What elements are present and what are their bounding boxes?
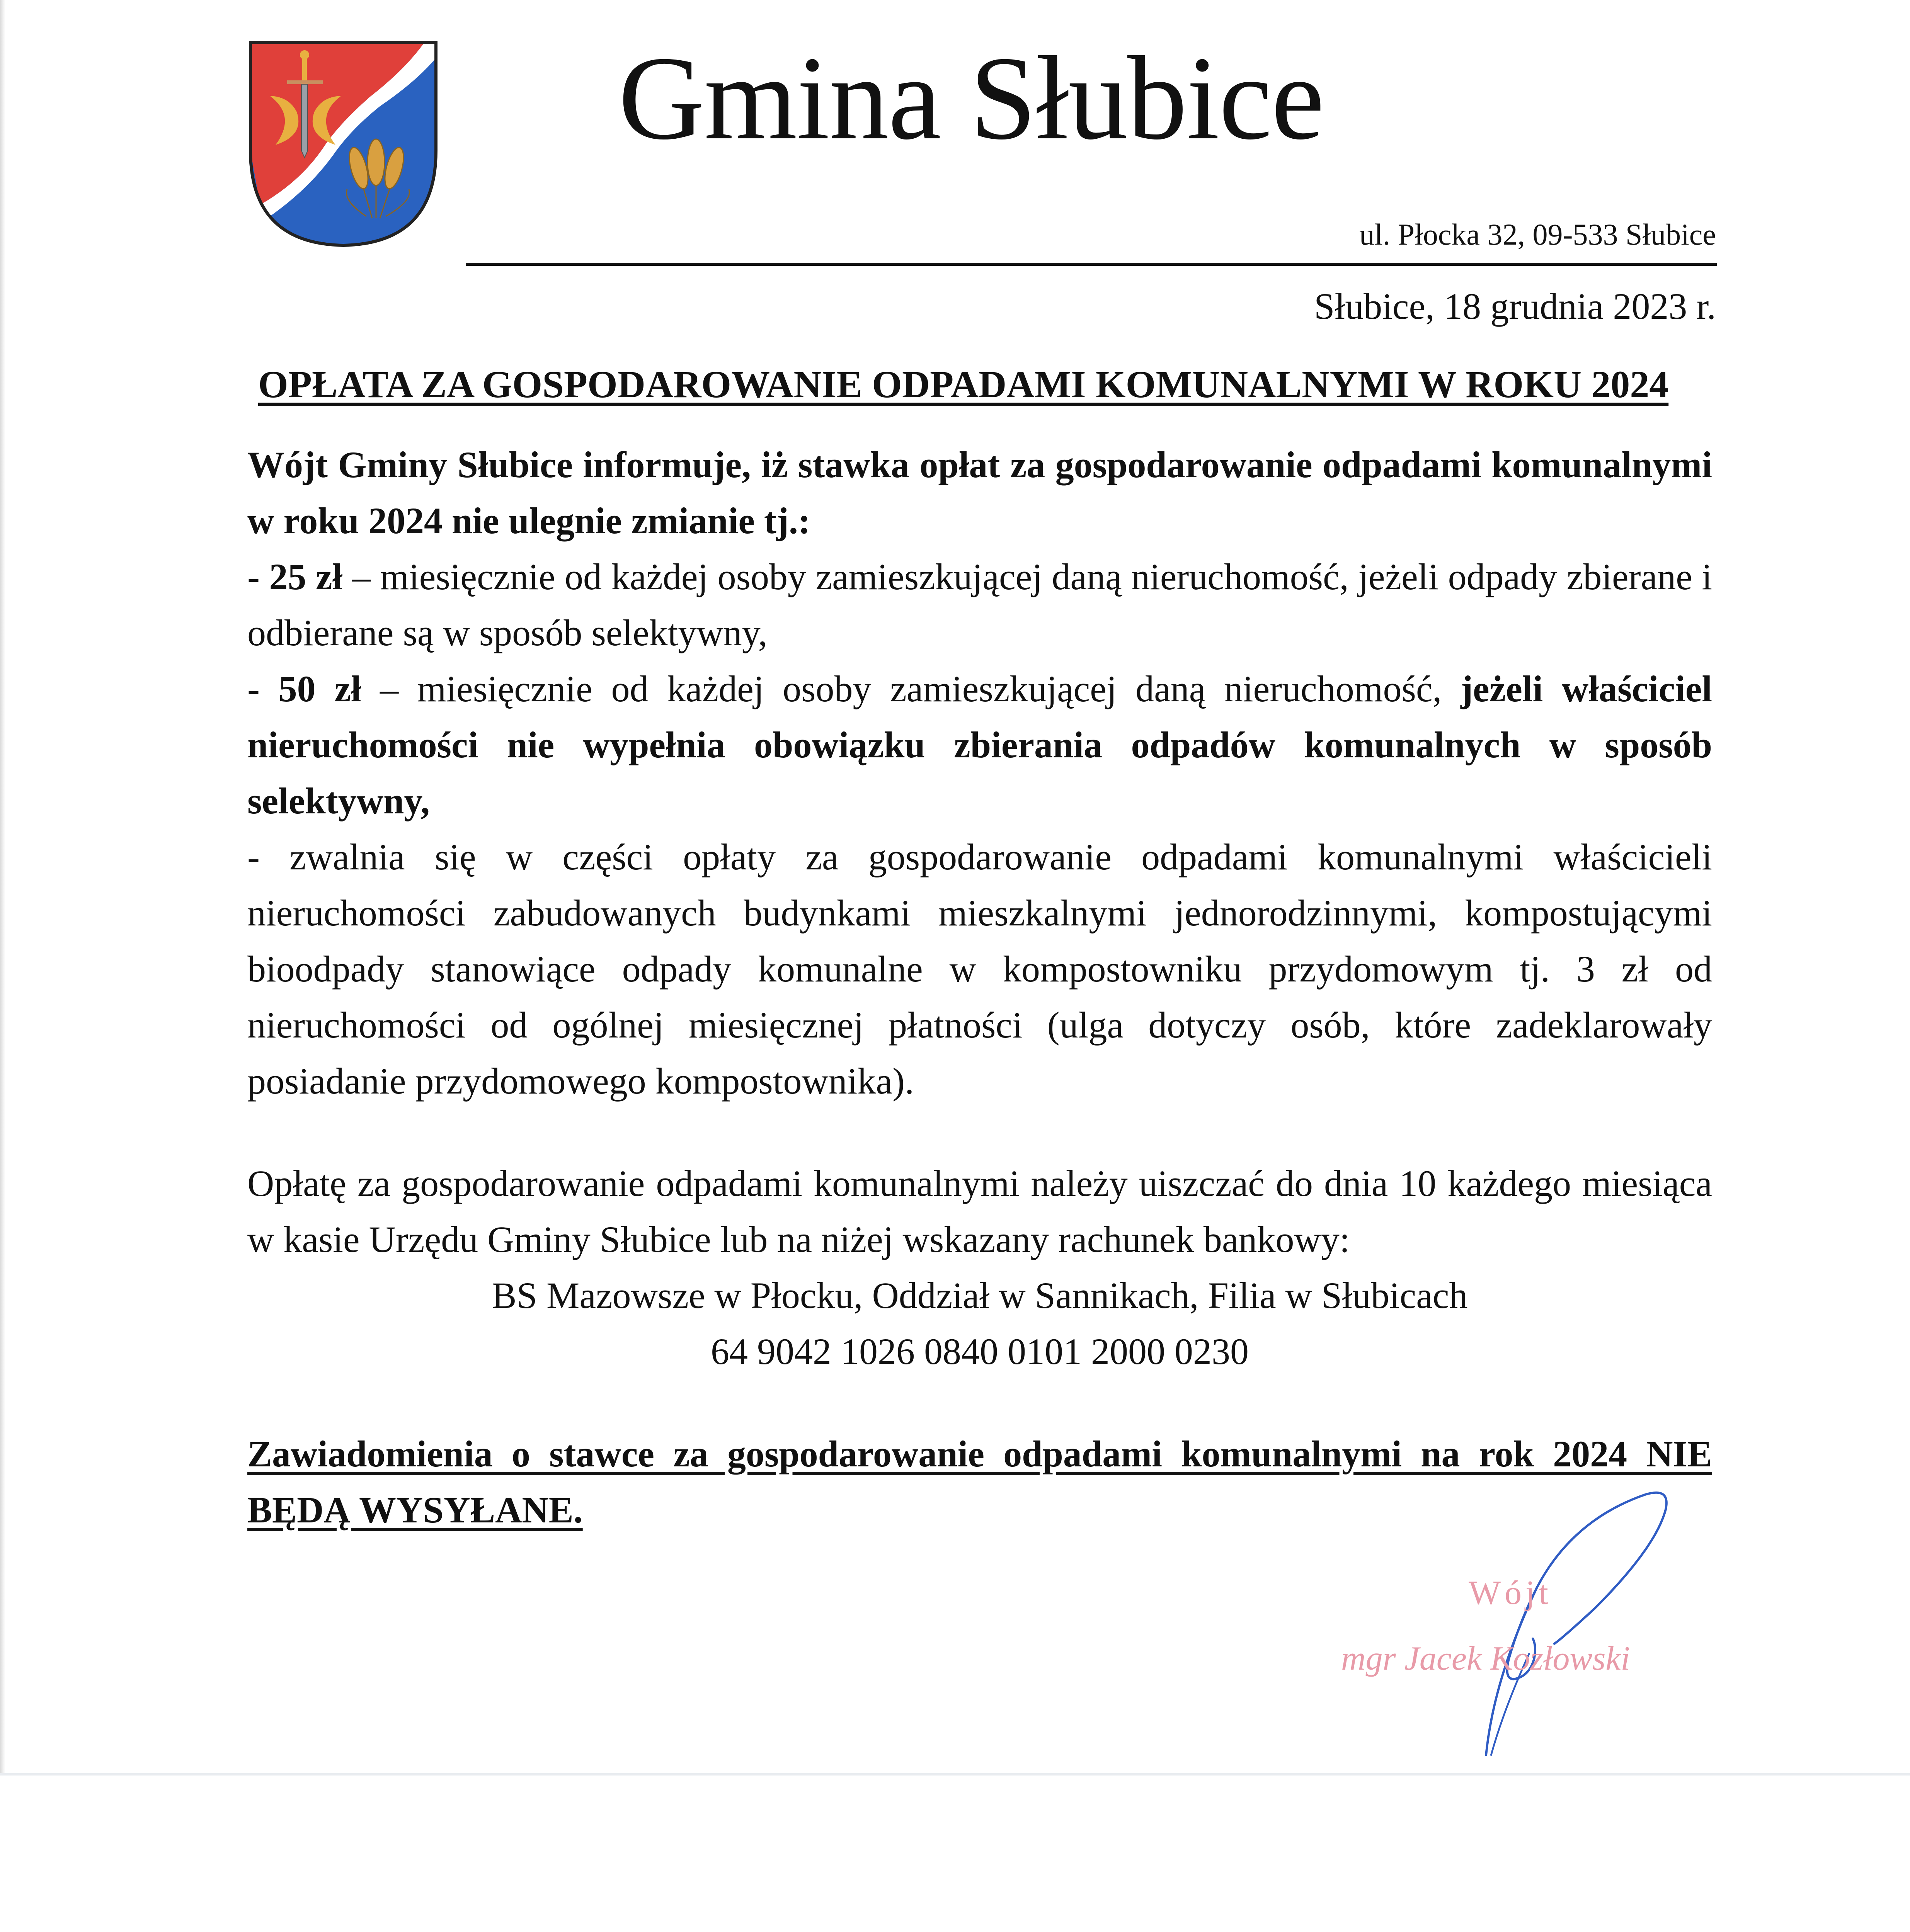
rate-description: – miesięcznie od każdej osoby zamieszkującej daną nieruchomość, <box>361 668 1461 709</box>
header-divider <box>466 263 1717 266</box>
document-date: Słubice, 18 grudnia 2023 r. <box>1314 286 1716 327</box>
coat-of-arms-icon <box>243 35 444 251</box>
rate-item-selective <box>247 549 1712 661</box>
scan-bottom-edge <box>0 1773 1910 1776</box>
document-heading: OPŁATA ZA GOSPODAROWANIE ODPADAMI KOMUNALNYMI W ROKU 2024 <box>258 363 1669 406</box>
rate-condition: jeżeli właściciel nieruchomości nie wypełnia obowiązku zbierania odpadów komunalnych w sposób selektywny, <box>247 668 1713 821</box>
rate-prefix: - <box>247 556 269 597</box>
notice-not-sent: Zawiadomienia o stawce za gospodarowanie odpadami komunalnymi na rok 2024 NIE BĘDĄ WYSYŁANE. <box>247 1433 1712 1531</box>
municipality-title: Gmina Słubice <box>618 32 1324 165</box>
signature-block <box>0 1538 1910 1760</box>
stamp-name: mgr Jacek Kozłowski <box>1341 1640 1630 1677</box>
rate-prefix: - <box>247 668 279 709</box>
payment-section <box>247 1155 1712 1379</box>
bank-account-number: 64 9042 1026 0840 0101 2000 0230 <box>711 1331 1249 1372</box>
rate-amount: 50 zł <box>278 668 361 709</box>
rate-amount: 25 zł <box>269 556 343 597</box>
rates-section <box>247 437 1712 1109</box>
payment-info: Opłatę za gospodarowanie odpadami komunalnymi należy uiszczać do dnia 10 każdego miesiąca w kasie Urzędu Gminy Słubice lub na niżej wskazany rachunek bankowy: <box>247 1163 1712 1260</box>
exemption-paragraph: - zwalnia się w części opłaty za gospodarowanie odpadami komunalnymi właścicieli nieruchomości zabudowanych budynkami mieszkalnymi jednorodzinnymi, kompostującymi bioodpady stanowiące odpady komunalne w kompostowniku przydomowym tj. 3 zł od nieruchomości od ogólnej miesięcznej płatności (ulga dotyczy osób, które zadeklarowały posiadanie przydomowego kompostownika). <box>247 836 1712 1102</box>
bank-name: BS Mazowsze w Płocku, Oddział w Sannikach, Filia w Słubicach <box>492 1275 1468 1316</box>
rate-description: – miesięcznie od każdej osoby zamieszkującej daną nieruchomość, jeżeli odpady zbierane i odbierane są w sposób selektywny, <box>247 556 1713 653</box>
rate-item-non-selective <box>247 661 1712 829</box>
intro-paragraph: Wójt Gminy Słubice informuje, iż stawka opłat za gospodarowanie odpadami komunalnymi w roku 2024 nie ulegnie zmianie tj.: <box>247 444 1712 541</box>
stamp-title: Wójt <box>1469 1574 1552 1612</box>
address: ul. Płocka 32, 09-533 Słubice <box>1359 218 1716 251</box>
letterhead <box>0 0 1910 332</box>
